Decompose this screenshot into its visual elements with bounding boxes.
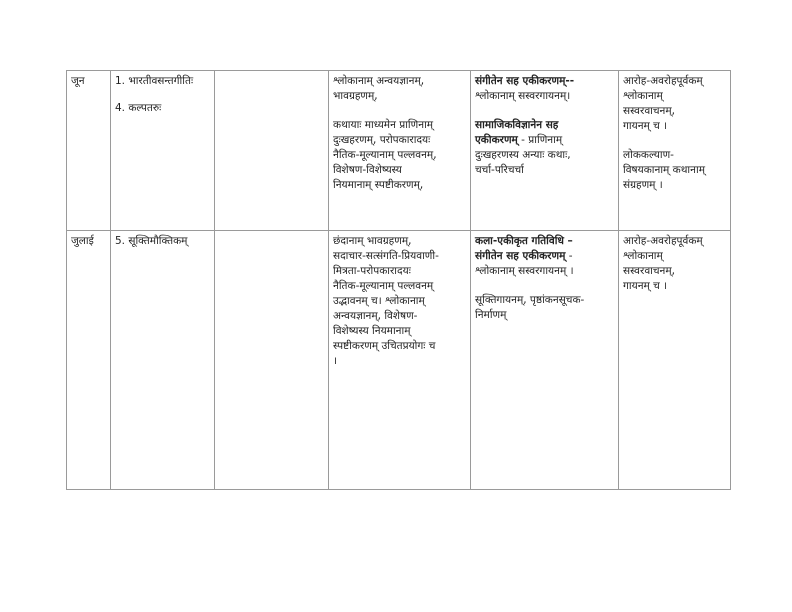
paragraph	[333, 118, 466, 193]
text-fragment: -	[565, 250, 573, 262]
text-line: छंदानाम् भावग्रहणम्,	[333, 235, 412, 247]
lesson-title: 5. सूक्तिमौक्तिकम्	[115, 235, 188, 247]
text-line: गायनम् च ।	[623, 120, 668, 132]
text-line: दुःखहरणम्, परोपकारादयः	[333, 134, 431, 146]
text-line: संग्रहणम् ।	[623, 179, 663, 191]
text-line: मित्रता-परोपकारादयः	[333, 265, 411, 277]
text-line: लोककल्याण-	[623, 149, 674, 161]
empty-cell	[215, 231, 329, 490]
text-line: गायनम् च ।	[623, 280, 668, 292]
text-line: कथायाः माध्यमेन प्राणिनाम्	[333, 119, 434, 131]
integration-heading: संगीतेन सह एकीकरणम्--	[475, 75, 575, 87]
text-line: निर्माणम्	[475, 309, 507, 321]
month-cell	[67, 71, 111, 231]
text-line: विशेष्यस्य नियमानाम्	[333, 325, 411, 337]
empty-cell	[215, 71, 329, 231]
text-line: आरोह-अवरोहपूर्वकम्	[623, 235, 703, 247]
integration-cell	[471, 231, 619, 490]
paragraph	[475, 234, 614, 279]
table-row	[67, 231, 731, 490]
integration-cell	[471, 71, 619, 231]
text-line: सस्वरवाचनम्,	[623, 105, 675, 117]
table-row	[67, 71, 731, 231]
integration-heading: कला-एकीकृत गतिविधि –	[475, 235, 573, 247]
lesson-cell	[111, 231, 215, 490]
text-line: चर्चा-परिचर्चा	[475, 164, 524, 176]
text-line: स्पष्टीकरणम् उचितप्रयोगः च	[333, 340, 436, 352]
text-line: श्लोकानाम् सस्वरगायनम्।	[475, 90, 571, 102]
paragraph	[623, 234, 726, 294]
text-line: नियमानाम् स्पष्टीकरणम्,	[333, 179, 424, 191]
month-cell	[67, 231, 111, 490]
paragraph	[333, 74, 466, 104]
text-line: सूक्तिगायनम्, पृष्ठांकनसूचक-	[475, 294, 585, 306]
paragraph	[475, 118, 614, 178]
lesson-title: 1. भारतीवसन्तगीतिः	[115, 75, 194, 87]
text-line: अन्वयज्ञानम्, विशेषण-	[333, 310, 418, 322]
text-line: श्लोकानाम् सस्वरगायनम् ।	[475, 265, 574, 277]
syllabus-table	[66, 70, 731, 490]
text-line: विषयकानाम् कथानाम्	[623, 164, 705, 176]
text-line: श्लोकानाम् अन्वयज्ञानम्,	[333, 75, 425, 87]
lesson-title: 4. कल्पतरुः	[115, 102, 162, 114]
text-line: आरोह-अवरोहपूर्वकम्	[623, 75, 703, 87]
paragraph	[623, 74, 726, 134]
text-line: भावग्रहणम्,	[333, 90, 378, 102]
text-line: विशेषण-विशेष्यस्य	[333, 164, 402, 176]
text-line: सदाचार-सत्संगति-प्रियवाणी-	[333, 250, 439, 262]
integration-heading: संगीतेन सह एकीकरणम्	[475, 250, 566, 262]
text-line: नैतिक-मूल्यानाम् पल्लवनम्,	[333, 149, 437, 161]
paragraph	[475, 74, 614, 104]
text-line: उद्भावनम् च। श्लोकानाम्	[333, 295, 425, 307]
paragraph	[333, 234, 466, 369]
learning-outcomes-cell	[329, 71, 471, 231]
integration-heading: सामाजिकविज्ञानेन सह	[475, 119, 559, 131]
text-line: दुःखहरणस्य अन्याः कथाः,	[475, 149, 571, 161]
assessment-cell	[619, 231, 731, 490]
paragraph	[475, 293, 614, 323]
text-fragment: - प्राणिनाम्	[517, 134, 563, 146]
text-line: सस्वरवाचनम्,	[623, 265, 675, 277]
assessment-cell	[619, 71, 731, 231]
text-line: श्लोकानाम्	[623, 90, 663, 102]
integration-heading: एकीकरणम्	[475, 134, 518, 146]
learning-outcomes-cell	[329, 231, 471, 490]
month-label: जुलाई	[71, 235, 94, 247]
text-line: श्लोकानाम्	[623, 250, 663, 262]
lesson-cell	[111, 71, 215, 231]
paragraph	[623, 148, 726, 193]
text-line: नैतिक-मूल्यानाम् पल्लवनम्	[333, 280, 434, 292]
month-label: जून	[71, 75, 85, 87]
text-line: ।	[333, 355, 337, 367]
